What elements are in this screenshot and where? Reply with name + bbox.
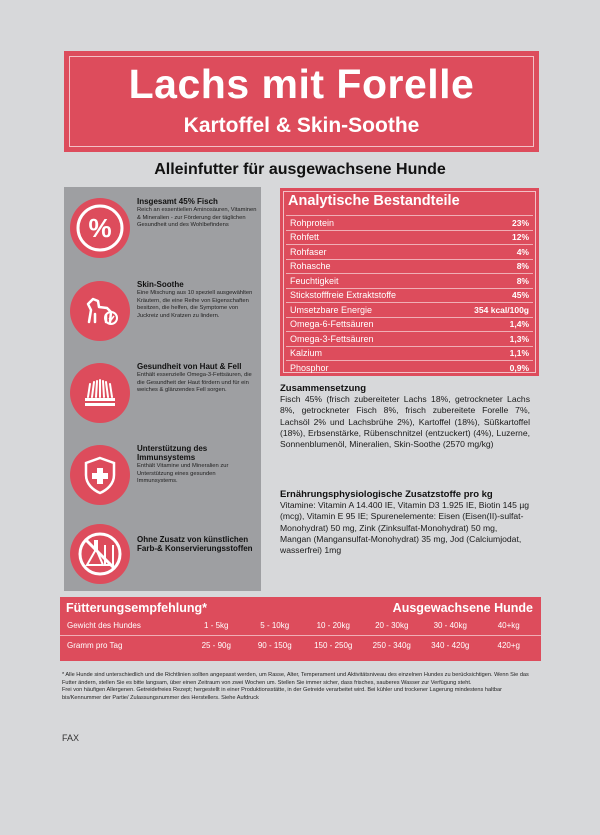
- analysis-name: Umsetzbare Energie: [290, 304, 373, 315]
- grams-cell: 25 - 90g: [201, 641, 231, 650]
- feature-text: Eine Mischung aus 10 speziell ausgewählten Kräutern, die eine Reihe von Eigenschaften besitzen, die helfen, die Symptome von Juckreiz und Kratzen zu lindern.: [137, 290, 253, 319]
- feeding-grams-row: [60, 635, 541, 655]
- skin-coat-icon: [69, 362, 131, 424]
- analysis-row: [286, 259, 533, 274]
- analysis-name: Rohasche: [290, 261, 331, 272]
- fax-label: FAX: [62, 733, 80, 743]
- analysis-value: 45%: [511, 290, 529, 301]
- grams-label: Gramm pro Tag: [67, 641, 123, 650]
- analysis-row: [286, 331, 533, 346]
- weight-cell: 5 - 10kg: [260, 620, 290, 630]
- grams-cell: 90 - 150g: [257, 641, 292, 650]
- footnote-allergens: Frei von häufigen Allergenen. Getreidefreies Rezept; hergestellt in einer Produktionsstätte, in der Getreide verarbeitet wird. Bei kühler und trockener Lagerung mindestens haltbar bis/Kennummer der Partie/ Zulassungsnummer des Herstellers. Siehe Aufdruck: [62, 687, 502, 701]
- feature-text: Reich an essentiellen Aminosäuren, Vitaminen & Mineralien - zur Förderung der täglichen Gesundheit und des Wohlbefindens: [137, 207, 257, 229]
- percent-icon: [69, 197, 131, 259]
- grams-cell: 250 - 340g: [372, 641, 411, 650]
- feature-text: Enthält Vitamine und Mineralien zur Unterstützung eines gesunden Immunsystems.: [137, 463, 229, 485]
- no-additives-icon: [69, 523, 131, 585]
- feature-text: Enthält essenzielle Omega-3-Fettsäuren, die die Gesundheit der Haut fördern und für ein weiches & glänzendes Fell sorgen.: [137, 372, 252, 394]
- analysis-title: Analytische Bestandteile: [288, 193, 460, 209]
- analysis-name: Phosphor: [290, 362, 329, 373]
- analysis-rows: [286, 215, 533, 375]
- header-banner: [64, 51, 539, 152]
- weight-cell: 40+kg: [497, 620, 520, 630]
- analysis-value: 1,4%: [509, 319, 529, 330]
- analysis-row: [286, 346, 533, 361]
- analysis-row: [286, 273, 533, 288]
- feature-title: Skin-Soothe: [137, 280, 184, 289]
- product-title: Lachs mit Forelle: [128, 61, 475, 107]
- feature-title: Gesundheit von Haut & Fell: [137, 362, 242, 371]
- analysis-row: [286, 230, 533, 245]
- feature-title: Unterstützung des Immunsystems: [137, 444, 208, 463]
- analysis-name: Feuchtigkeit: [290, 275, 339, 286]
- grams-cell: 420+g: [497, 641, 520, 650]
- analysis-value: 4%: [516, 246, 529, 257]
- analysis-row: [286, 317, 533, 332]
- analysis-name: Rohfaser: [290, 246, 327, 257]
- weight-label: Gewicht des Hundes: [67, 620, 141, 630]
- footnotes: [62, 672, 540, 702]
- analysis-row: [286, 360, 533, 375]
- shield-icon: [69, 444, 131, 506]
- analysis-row: [286, 288, 533, 303]
- composition-text: Fisch 45% (frisch zubereiteter Lachs 18%, getrockneter Lachs 8%, getrockneter Fisch 8%, frisch zubereitete Forelle 7%, Lachsöl 2% und Lachsbrühe 2%), Kartoffel (18%), Süßkartoffel (18%), Erbsenstärke, Rübenschnitzel (entzuckert) (4%), Luzerne, Sonnenblumenöl, Mineralien, Skin-Soothe (2570 mg/kg): [280, 394, 530, 450]
- analysis-name: Stickstofffreie Extraktstoffe: [290, 290, 397, 301]
- analysis-value: 0,9%: [509, 362, 529, 373]
- product-subtitle: Kartoffel & Skin-Soothe: [183, 114, 420, 137]
- footnote-feeding: * Alle Hunde sind unterschiedlich und die Richtlinien sollten angepasst werden, um Rasse, Alter, Temperament und Aktivitätsniveau des einzelnen Hundes zu berücksichtigen. Wenn Sie das Futter ändern, stellen Sie es bitte langsam, über einen Zeitraum von zwei Wochen um. Stellen Sie immer sicher, dass frisches, sauberes Wasser zur Verfügung steht.: [62, 672, 529, 686]
- supplements-section: [280, 489, 530, 557]
- grams-cell: 340 - 420g: [431, 641, 470, 650]
- analysis-value: 1,1%: [509, 348, 529, 359]
- weight-cell: 30 - 40kg: [433, 620, 467, 630]
- composition-title: Zusammensetzung: [280, 383, 367, 394]
- weight-cell: 1 - 5kg: [204, 620, 229, 630]
- analysis-value: 354 kcal/100g: [474, 304, 529, 315]
- analysis-row: [286, 215, 533, 230]
- analysis-row: [286, 302, 533, 317]
- analysis-name: Omega-6-Fettsäuren: [290, 319, 374, 330]
- analysis-row: [286, 244, 533, 259]
- tagline: Alleinfutter für ausgewachsene Hunde: [154, 161, 446, 178]
- supplements-title: Ernährungsphysiologische Zusatzstoffe pro kg: [280, 489, 493, 500]
- dog-icon: [69, 280, 131, 342]
- feeding-table: [60, 597, 541, 661]
- analysis-name: Kalzium: [290, 348, 323, 359]
- feature-panel: [64, 187, 261, 591]
- analysis-name: Rohfett: [290, 232, 320, 243]
- grams-cell: 150 - 250g: [314, 641, 353, 650]
- composition-section: [280, 383, 530, 451]
- feeding-title: Fütterungsempfehlung*: [66, 601, 207, 615]
- feature-title: Ohne Zusatz von künstlichen Farb-& Konservierungsstoffen: [137, 535, 253, 554]
- analysis-value: 1,3%: [509, 333, 529, 344]
- weight-cell: 20 - 30kg: [375, 620, 409, 630]
- analysis-value: 12%: [511, 232, 529, 243]
- analysis-name: Omega-3-Fettsäuren: [290, 333, 374, 344]
- feeding-group: Ausgewachsene Hunde: [392, 601, 533, 615]
- analysis-name: Rohprotein: [290, 217, 335, 228]
- analysis-box: [280, 188, 539, 376]
- analysis-value: 8%: [516, 261, 529, 272]
- feeding-weight-row: [60, 615, 541, 635]
- svg-text:%: %: [88, 213, 112, 243]
- weight-cell: 10 - 20kg: [316, 620, 350, 630]
- supplements-text: Vitamine: Vitamin A 14.400 IE, Vitamin D3 1.925 IE, Biotin 145 µg (mcg), Vitamin E 95 IE; Spurenelemente: Eisen (Eisen(II)-sulfat-Monohydrat) 50 mg, Zink (Zinksulfat-Monohydrat) 50 mg, Mangan (Mangansulfat-Monohydrat) 35 mg, Jod (Calciumjodat, wasserfrei) 1mg: [280, 500, 530, 556]
- analysis-value: 8%: [516, 275, 529, 286]
- analysis-value: 23%: [511, 217, 529, 228]
- feature-title: Insgesamt 45% Fisch: [137, 197, 218, 206]
